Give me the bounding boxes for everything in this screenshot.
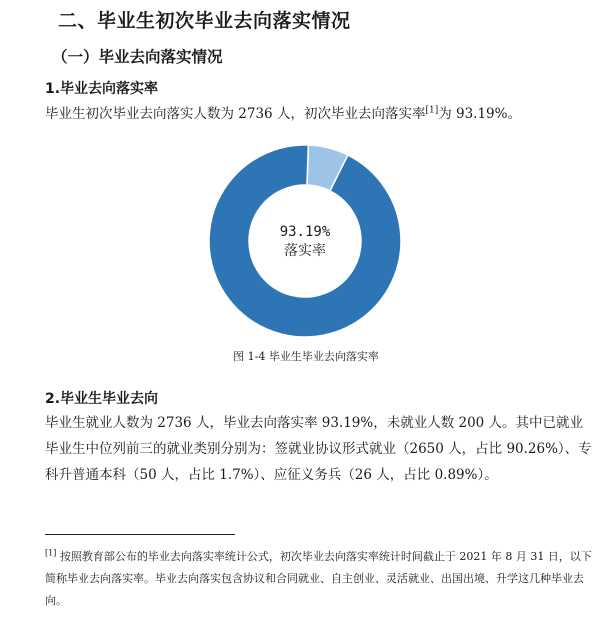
heading-destinations: 2.毕业生毕业去向 bbox=[45, 391, 159, 407]
heading-placement-rate: 1.毕业去向落实率 bbox=[45, 81, 159, 97]
footnote-text: 按照教育部公布的毕业去向落实率统计公式，初次毕业去向落实率统计时间截止于 2021 年 8 月 31 日，以下简称毕业去向落实率。毕业去向落实包含协议和合同就业、自主创业、灵活就业、出国出境、升学这几种毕业去向。 bbox=[45, 550, 592, 607]
donut-chart bbox=[206, 142, 404, 340]
footnote-marker: [1] bbox=[45, 548, 57, 558]
placement-rate-paragraph bbox=[45, 101, 595, 127]
center-label: 落实率 bbox=[284, 243, 326, 259]
figure-caption: 图 1-4 毕业生毕业去向落实率 bbox=[233, 350, 379, 363]
section-title: 二、毕业生初次毕业去向落实情况 bbox=[58, 10, 351, 32]
donut-slices bbox=[209, 145, 401, 337]
subsection-title: （一）毕业去向落实情况 bbox=[52, 48, 223, 66]
paragraph-text: 毕业生初次毕业去向落实人数为 2736 人，初次毕业去向落实率 bbox=[45, 106, 426, 122]
footnote bbox=[45, 546, 600, 612]
footnote-reference[interactable]: [1] bbox=[425, 105, 439, 116]
paragraph-text-end: 为 93.19%。 bbox=[438, 106, 521, 122]
slice-placed bbox=[209, 145, 401, 337]
center-value: 93.19% bbox=[279, 224, 331, 240]
destinations-paragraph: 毕业生就业人数为 2736 人，毕业去向落实率 93.19%，未就业人数 200 人。其中已就业毕业生中位列前三的就业类别分别为：签就业协议形式就业（2650 人，占比 90.26%）、专科升普通本科（50 人，占比 1.7%）、应征义务兵（26 人，占比 0.89%）。 bbox=[45, 415, 592, 483]
footnote-divider bbox=[45, 534, 235, 535]
